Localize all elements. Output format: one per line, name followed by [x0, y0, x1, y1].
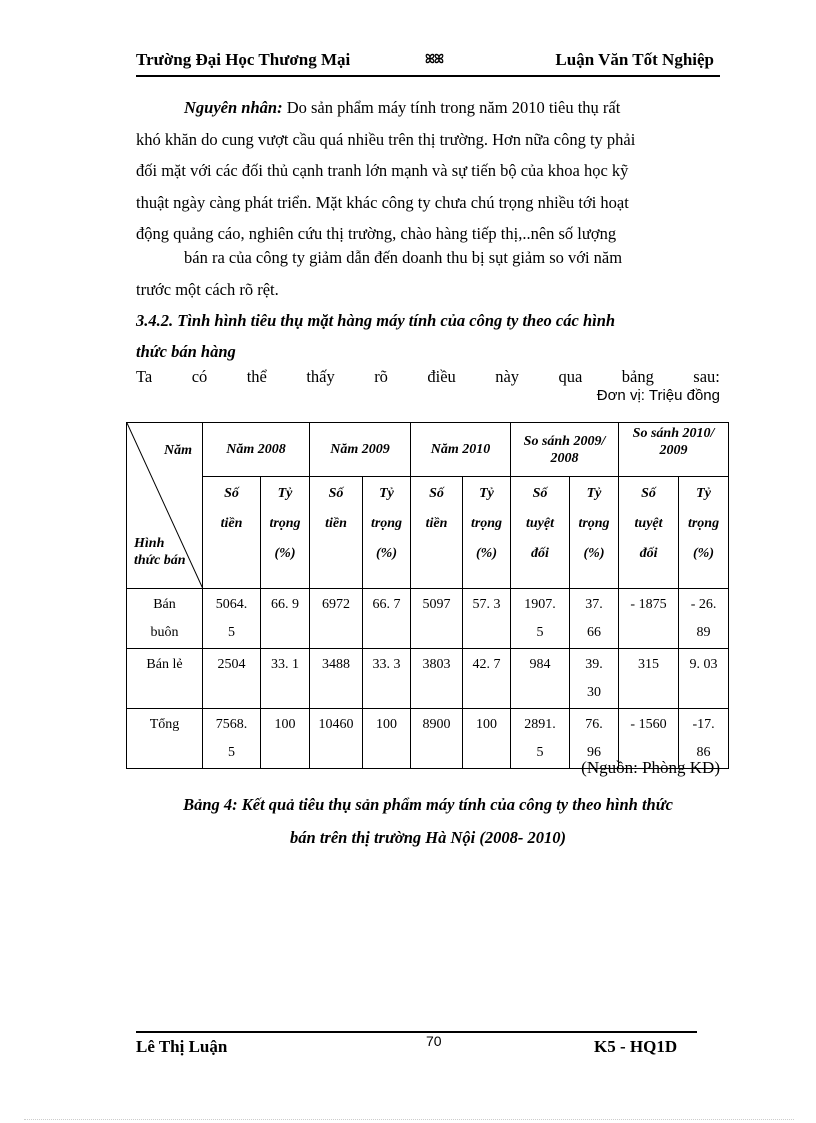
subheader-text: đối: [531, 546, 549, 561]
table-cell: [511, 649, 570, 709]
table-cell: [463, 589, 511, 649]
subheader-text: trọng: [578, 516, 610, 531]
table-caption: [136, 788, 720, 854]
page-edge: [24, 1119, 794, 1120]
intro-word: có: [191, 367, 208, 386]
cell-value: 3488: [322, 657, 350, 672]
source-note: (Nguồn: Phòng KD): [581, 758, 720, 777]
section-title-line: thức bán hàng: [136, 342, 236, 361]
intro-word: bảng: [621, 367, 654, 386]
paragraph-text: Do sản phẩm máy tính trong năm 2010 tiêu thụ rất: [282, 98, 621, 117]
cell-value: 37.: [585, 597, 603, 612]
cell-value: 30: [587, 685, 601, 700]
table-cell: [570, 589, 619, 649]
paragraph-line: động quảng cáo, nghiên cứu thị trường, chào hàng tiếp thị,..nên số lượng: [136, 224, 617, 243]
cell-value: 86: [696, 745, 711, 760]
cell-value: 8900: [422, 717, 451, 732]
cell-value: 100: [476, 717, 497, 732]
column-subheader: [203, 477, 261, 589]
table-body: [127, 589, 729, 769]
cell-value: 5097: [422, 597, 451, 612]
table-cell: [261, 649, 310, 709]
row-label: [127, 709, 203, 769]
subheader-text: trọng: [687, 516, 720, 531]
subheader-text: (%): [693, 546, 715, 561]
subheader-text: Tỷ: [586, 486, 602, 501]
cell-value: 7568.: [215, 717, 248, 732]
intro-word: Ta: [136, 367, 153, 386]
table-cell: [203, 709, 261, 769]
subheader-text: (%): [583, 546, 605, 561]
year-header: Năm 2010: [411, 423, 511, 477]
cell-value: 33. 3: [372, 657, 401, 672]
subheader-text: Số: [641, 486, 656, 501]
section-title-line: 3.4.2. Tình hình tiêu thụ mặt hàng máy tính của công ty theo các hình: [136, 311, 616, 330]
cause-label: Nguyên nhân:: [184, 98, 283, 117]
subheader-text: (%): [476, 546, 497, 561]
paragraph-line: đối mặt với các đối thủ cạnh tranh lớn mạnh và sự tiến bộ của khoa học kỹ: [136, 161, 629, 180]
cell-value: 5064.: [215, 597, 248, 612]
cell-value: 89: [696, 625, 711, 640]
table-cell: [679, 589, 729, 649]
table-cell: [463, 649, 511, 709]
column-subheader: [310, 477, 363, 589]
table-cell: [411, 649, 463, 709]
cell-value: 5: [228, 745, 235, 760]
table-cell: [463, 709, 511, 769]
table-row: [127, 589, 729, 649]
subheader-text: Số: [532, 486, 548, 501]
subheader-text: tiền: [425, 516, 448, 531]
table-cell: [261, 709, 310, 769]
section-title: [136, 305, 720, 367]
corner-year-label: Năm: [164, 443, 192, 458]
intro-word: này: [495, 367, 520, 386]
subheader-text: tiền: [325, 516, 347, 531]
cell-value: 42. 7: [472, 657, 501, 672]
footer-class: K5 - HQ1D: [594, 1037, 678, 1056]
subheader-text: trọng: [370, 516, 403, 531]
cell-value: 2891.: [524, 717, 556, 732]
footer-author: Lê Thị Luận: [136, 1037, 228, 1056]
compare-header: So sánh 2009/ 2008: [511, 423, 619, 477]
paragraph-line: [136, 92, 720, 124]
paragraph-line: thuật ngày càng phát triển. Mặt khác công ty chưa chú trọng nhiều tới hoạt: [136, 192, 629, 212]
cell-value: 5: [536, 625, 544, 640]
table-header-row: [127, 423, 729, 477]
cell-value: 6972: [322, 597, 350, 612]
paragraph-line: bán ra của công ty giảm dẫn đến doanh thu bị sụt giảm so với năm: [184, 248, 623, 267]
table-row: [127, 649, 729, 709]
intro-sentence: [136, 367, 720, 387]
cell-value: 10460: [318, 717, 354, 732]
table-cell: [411, 589, 463, 649]
table-cell: [619, 589, 679, 649]
ornament-icon: ꕤꕤ: [425, 52, 443, 66]
year-header: Năm 2008: [203, 423, 310, 477]
cell-value: - 1875: [630, 597, 667, 612]
table-cell: [363, 709, 411, 769]
caption-line: bán trên thị trường Hà Nội (2008- 2010): [290, 828, 566, 847]
table-cell: [619, 649, 679, 709]
row-label: [127, 589, 203, 649]
cell-value: 3803: [422, 657, 451, 672]
cell-value: -17.: [692, 717, 715, 732]
intro-word: rõ: [374, 367, 388, 386]
intro-word: thể: [246, 367, 267, 386]
cell-value: 66: [587, 625, 601, 640]
table-cell: [679, 649, 729, 709]
corner-form-label: Hình thức bán: [134, 536, 186, 568]
column-subheader: [619, 477, 679, 589]
cell-value: 5: [536, 745, 544, 760]
cell-value: - 26.: [690, 597, 717, 612]
thesis-label: Luận Văn Tốt Nghiệp: [555, 50, 714, 69]
paragraph-line: trước một cách rõ rệt.: [136, 279, 279, 299]
column-subheader: [679, 477, 729, 589]
intro-word: điều: [427, 367, 456, 386]
paragraph-cause: [136, 92, 720, 250]
table-cell: [261, 589, 310, 649]
subheader-text: Tỷ: [277, 486, 293, 501]
cell-value: 76.: [585, 717, 603, 732]
school-name: Trường Đại Học Thương Mại: [136, 50, 351, 69]
paragraph-line: khó khăn do cung vượt cầu quá nhiều trên thị trường. Hơn nữa công ty phải: [136, 129, 636, 149]
footer-divider: [136, 1031, 697, 1033]
column-subheader: [570, 477, 619, 589]
cell-value: 1907.: [524, 597, 556, 612]
cell-value: 5: [228, 625, 235, 640]
intro-word: sau:: [693, 367, 720, 386]
cell-value: 2504: [217, 657, 246, 672]
cell-value: 100: [376, 717, 397, 732]
table-cell: [363, 589, 411, 649]
table-cell: [511, 589, 570, 649]
sales-table: [126, 422, 729, 769]
cell-value: 96: [587, 745, 601, 760]
cell-value: 39.: [585, 657, 603, 672]
row-label-text: Bán: [153, 597, 176, 612]
table-cell: [363, 649, 411, 709]
page-header: [136, 49, 720, 77]
row-label-text: Bán lẻ: [146, 657, 183, 672]
subheader-text: Số: [224, 486, 239, 501]
subheader-text: tuyệt: [634, 516, 663, 531]
cell-value: 57. 3: [472, 597, 501, 612]
subheader-text: (%): [376, 546, 397, 561]
cell-value: 315: [638, 657, 660, 672]
table-cell: [310, 709, 363, 769]
subheader-text: đối: [639, 546, 658, 561]
cell-value: 33. 1: [271, 657, 299, 672]
paragraph-result: [136, 242, 720, 305]
caption-line: Bảng 4: Kết quả tiêu thụ sản phẩm máy tính của công ty theo hình thức: [183, 795, 673, 814]
intro-word: thấy: [306, 367, 335, 386]
subheader-text: trọng: [269, 516, 301, 531]
intro-word: qua: [558, 367, 583, 386]
column-subheader: [261, 477, 310, 589]
table-cell: [310, 589, 363, 649]
subheader-text: trọng: [470, 516, 503, 531]
table-cell: [310, 649, 363, 709]
subheader-text: Tỷ: [379, 486, 394, 501]
subheader-text: Tỷ: [479, 486, 494, 501]
subheader-text: tiền: [220, 516, 243, 531]
table-cell: [411, 709, 463, 769]
page-number: 70: [426, 1033, 442, 1049]
subheader-text: Số: [328, 486, 344, 501]
table-cell: [511, 709, 570, 769]
column-subheader: [411, 477, 463, 589]
table-cell: [203, 589, 261, 649]
compare-header: So sánh 2010/ 2009: [619, 423, 729, 477]
column-subheader: [363, 477, 411, 589]
cell-value: 66. 9: [271, 597, 299, 612]
column-subheader: [511, 477, 570, 589]
subheader-text: (%): [274, 546, 296, 561]
subheader-text: Số: [429, 486, 444, 501]
cell-value: 66. 7: [372, 597, 401, 612]
cell-value: 984: [529, 657, 551, 672]
cell-value: - 1560: [630, 717, 667, 732]
table-corner-cell: [127, 423, 203, 589]
cell-value: 9. 03: [689, 657, 718, 672]
cell-value: 100: [274, 717, 296, 732]
row-label-text: buôn: [150, 625, 179, 640]
table-subheader-row: [127, 477, 729, 589]
unit-label: Đơn vị: Triệu đồng: [596, 387, 720, 404]
year-header: Năm 2009: [310, 423, 411, 477]
row-label-text: Tổng: [149, 717, 180, 732]
subheader-text: Tỷ: [696, 486, 711, 501]
row-label: [127, 649, 203, 709]
subheader-text: tuyệt: [526, 516, 554, 531]
table-cell: [570, 649, 619, 709]
table-cell: [203, 649, 261, 709]
column-subheader: [463, 477, 511, 589]
